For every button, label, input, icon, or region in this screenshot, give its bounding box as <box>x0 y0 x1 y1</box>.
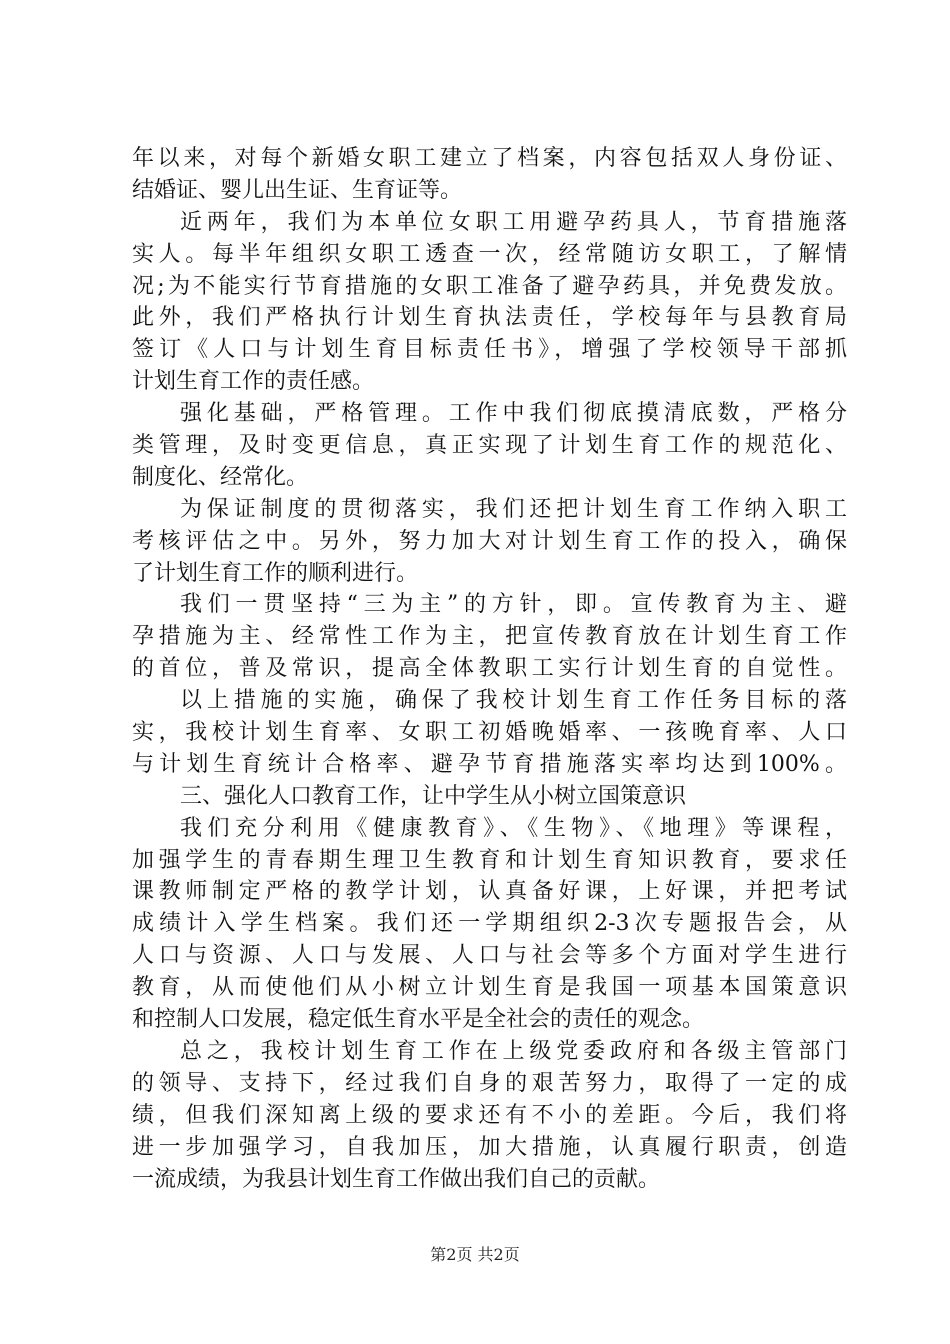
text-line: 为保证制度的贯彻落实，我们还把计划生育工作纳入职工 <box>180 496 847 522</box>
text-line: 孕措施为主、经常性工作为主，把宣传教育放在计划生育工作 <box>132 624 847 650</box>
text-line: 年以来，对每个新婚女职工建立了档案，内容包括双人身份证、 <box>132 146 847 171</box>
text-line: 况;为不能实行节育措施的女职工准备了避孕药具，并免费发放。 <box>132 273 847 299</box>
document-body <box>132 143 847 1195</box>
text-line: 强化基础，严格管理。工作中我们彻底摸清底数，严格分 <box>180 401 847 427</box>
text-line: 的首位，普及常识，提高全体教职工实行计划生育的自觉性。 <box>132 656 847 682</box>
text-line: 近两年，我们为本单位女职工用避孕药具人，节育措施落 <box>180 209 847 235</box>
text-line: 签订《人口与计划生育目标责任书》，增强了学校领导干部抓 <box>132 337 847 363</box>
text-line: 以上措施的实施，确保了我校计划生育工作任务目标的落 <box>180 688 847 714</box>
text-line: 人口与资源、人口与发展、人口与社会等多个方面对学生进行 <box>132 943 847 969</box>
text-line: 和控制人口发展，稳定低生育水平是全社会的责任的观念。 <box>132 1007 705 1033</box>
text-line: 类管理，及时变更信息，真正实现了计划生育工作的规范化、 <box>132 433 847 459</box>
text-line: 一流成绩，为我县计划生育工作做出我们自己的贡献。 <box>132 1166 661 1192</box>
text-line: 加强学生的青春期生理卫生教育和计划生育知识教育，要求任 <box>132 847 847 873</box>
text-line: 教育，从而使他们从小树立计划生育是我国一项基本国策意识 <box>132 975 847 1001</box>
text-line: 考核评估之中。另外，努力加大对计划生育工作的投入，确保 <box>132 528 847 554</box>
text-line: 课教师制定严格的教学计划，认真备好课，上好课，并把考试 <box>132 879 847 905</box>
text-line: 进一步加强学习，自我加压，加大措施，认真履行职责，创造 <box>132 1134 847 1160</box>
text-line: 我们充分利用《健康教育》、《生物》、《地理》等课程， <box>180 815 847 841</box>
text-line: 绩，但我们深知离上级的要求还有不小的差距。今后，我们将 <box>132 1102 847 1128</box>
text-line: 了计划生育工作的顺利进行。 <box>132 560 419 586</box>
text-line: 制度化、经常化。 <box>132 464 309 490</box>
text-line: 总之，我校计划生育工作在上级党委政府和各级主管部门 <box>180 1038 847 1064</box>
text-line: 三、强化人口教育工作，让中学生从小树立国策意识 <box>180 783 687 809</box>
text-line: 我们一贯坚持“三为主”的方针，即。宣传教育为主、避 <box>180 592 847 618</box>
text-line: 与计划生育统计合格率、避孕节育措施落实率均达到100%。 <box>132 751 847 777</box>
text-line: 此外，我们严格执行计划生育执法责任，学校每年与县教育局 <box>132 305 847 331</box>
page-footer: 第2页 共2页 <box>430 1245 520 1264</box>
text-line: 的领导、支持下，经过我们自身的艰苦努力，取得了一定的成 <box>132 1070 847 1096</box>
text-line: 实人。每半年组织女职工透查一次，经常随访女职工，了解情 <box>132 241 847 267</box>
text-line: 成绩计入学生档案。我们还一学期组织2-3次专题报告会，从 <box>132 911 847 937</box>
text-line: 计划生育工作的责任感。 <box>132 369 375 395</box>
text-line: 结婚证、婴儿出生证、生育证等。 <box>132 177 463 203</box>
text-line: 实，我校计划生育率、女职工初婚晚婚率、一孩晚育率、人口 <box>132 720 847 746</box>
